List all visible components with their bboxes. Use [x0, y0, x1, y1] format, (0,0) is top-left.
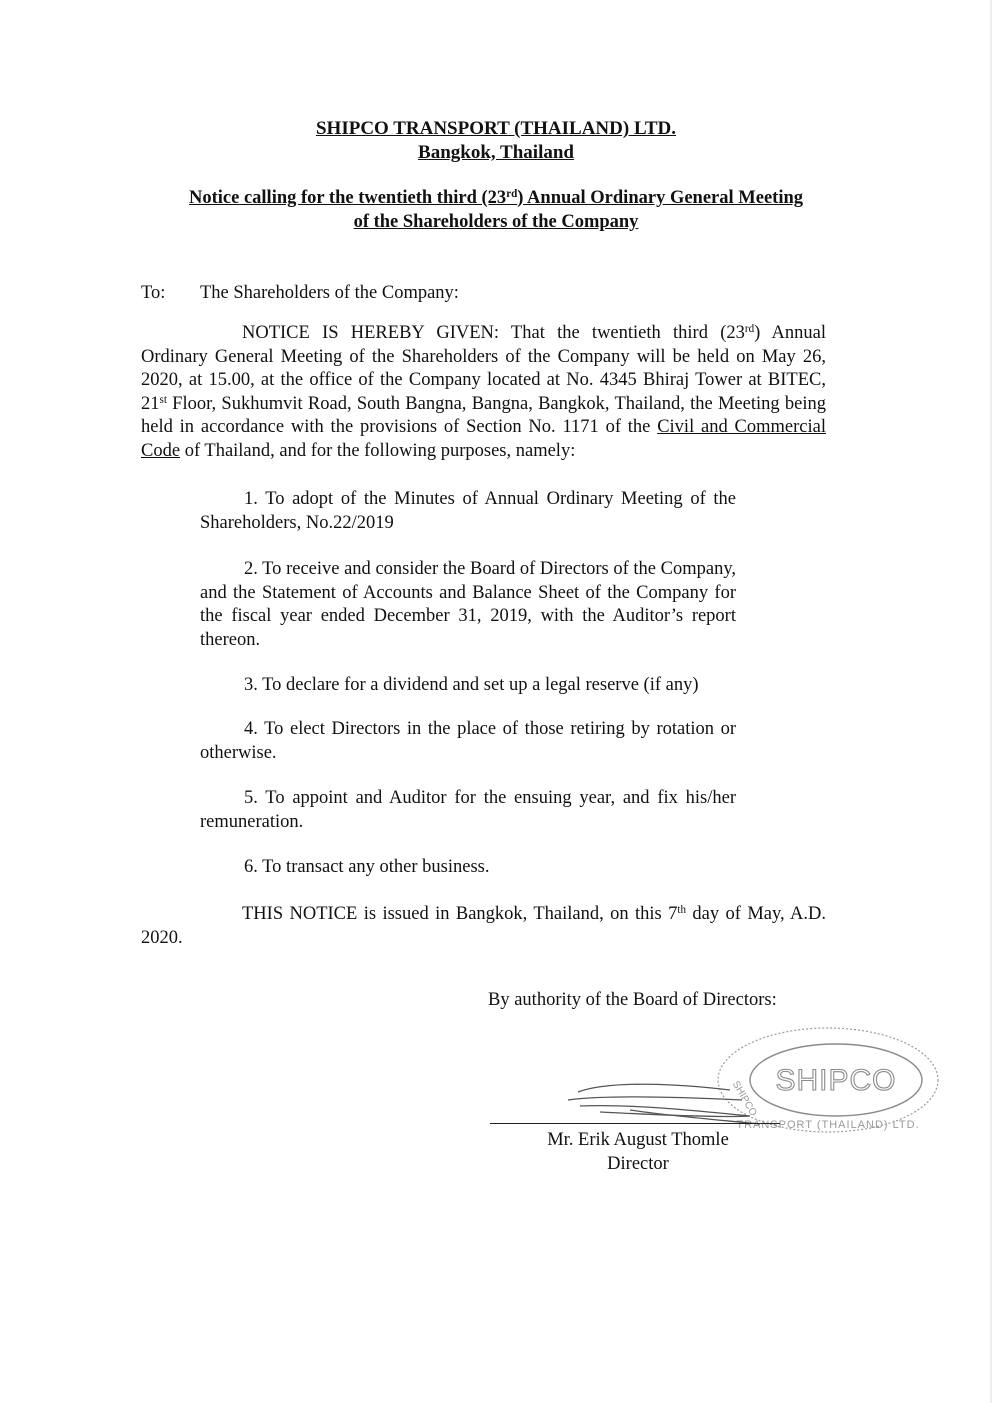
agenda-item: 3. To declare for a dividend and set up a legal reserve (if any)	[244, 675, 699, 695]
notice-subject	[0, 186, 992, 234]
stamp-ring-bottom: TRANSPORT (THAILAND) LTD.	[736, 1119, 920, 1131]
stamp-center-text: SHIPCO	[775, 1064, 897, 1097]
signer-title: Director	[607, 1154, 669, 1174]
agenda-item: 5. To appoint and Auditor for the ensuing year, and fix his/her remuneration.	[200, 788, 736, 832]
stamp-ring-left: SHIPCO	[729, 1079, 759, 1119]
signature-and-stamp	[480, 1020, 960, 1140]
company-name: SHIPCO TRANSPORT (THAILAND) LTD.	[315, 118, 677, 139]
agenda-item: 6. To transact any other business.	[244, 857, 490, 877]
signature-line	[490, 1123, 780, 1124]
addressee-line	[141, 283, 459, 304]
code-reference: Civil and Commercial Code	[141, 417, 826, 461]
agenda-item: 4. To elect Directors in the place of those retiring by rotation or otherwise.	[200, 719, 736, 763]
notice-paragraph: NOTICE IS HEREBY GIVEN: That the twentieth third (23rd) Annual Ordinary General Meeting of the Shareholders of the Company will be held on May 26, 2020, at 15.00, at the office of the Company located at No. 4345 Bhiraj Tower at BITEC, 21st Floor, Sukhumvit Road, South Bangna, Bangna, Bangkok, Thailand, the Meeting being held in accordance with the provisions of Section No. 1171 of the Civil and Commercial Code of Thailand, and for the following purposes, namely:	[141, 322, 826, 461]
company-location: Bangkok, Thailand	[418, 142, 574, 163]
agenda-item: 2. To receive and consider the Board of Directors of the Company, and the Statement of Accounts and Balance Sheet of the Company for the fiscal year ended December 31, 2019, with the Auditor’s report thereon.	[200, 559, 736, 650]
authority-line: By authority of the Board of Directors:	[488, 990, 777, 1010]
signer-name: Mr. Erik August Thomle	[547, 1130, 729, 1150]
subject-line-2: of the Shareholders of the Company	[353, 212, 639, 232]
company-header	[0, 117, 992, 165]
addressee-text: The Shareholders of the Company:	[200, 283, 459, 303]
addressee-label: To:	[141, 283, 166, 303]
issued-statement: THIS NOTICE is issued in Bangkok, Thailand, on this 7th day of May, A.D. 2020.	[141, 903, 827, 948]
agenda-item: 1. To adopt of the Minutes of Annual Ordinary Meeting of the Shareholders, No.22/2019	[200, 489, 736, 533]
company-stamp	[718, 1028, 938, 1132]
signer-block	[488, 1128, 788, 1176]
subject-line-1: Notice calling for the twentieth third (23rd) Annual Ordinary General Meeting	[189, 187, 803, 208]
